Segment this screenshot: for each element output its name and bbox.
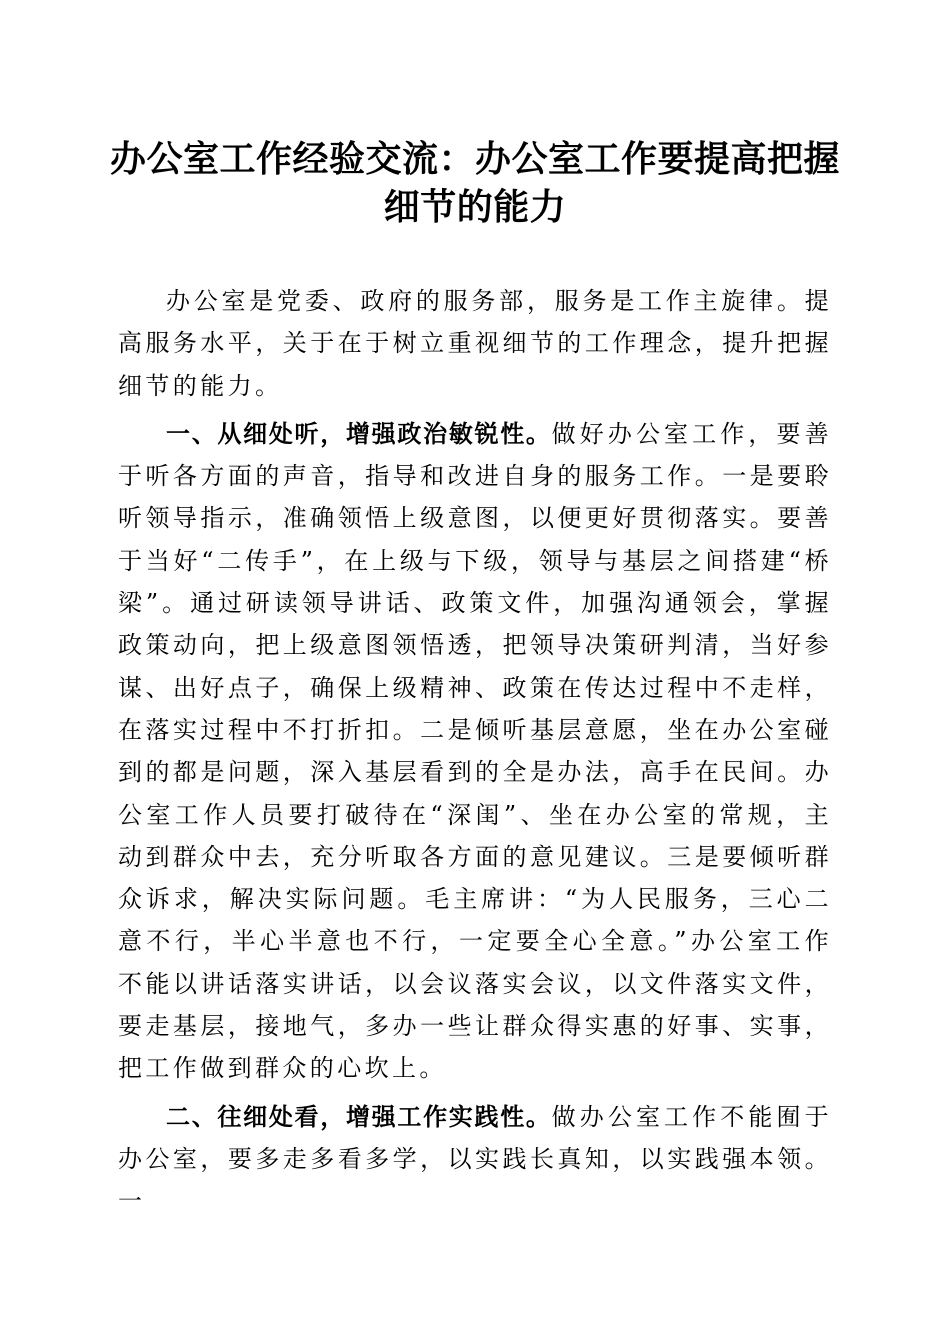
section-heading: 一、从细处听，增强政治敏锐性。 [166, 419, 552, 448]
document-body [118, 280, 832, 1223]
section-paragraph [118, 1096, 832, 1223]
section-paragraph [118, 413, 832, 1090]
section-text: 做办公室工作不能囿于办公室，要多走多看多学，以实践长真知，以实践强本领。一 [118, 1102, 832, 1216]
section-text: 做好办公室工作，要善于听各方面的声音，指导和改进自身的服务工作。一是要聆听领导指示，准确领悟上级意图，以便更好贯彻落实。要善于当好“二传手”，在上级与下级，领导与基层之间搭建“桥梁”。通过研读领导讲话、政策文件，加强沟通领会，掌握政策动向，把上级意图领悟透，把领导决策研判清，当好参谋、出好点子，确保上级精神、政策在传达过程中不走样，在落实过程中不打折扣。二是倾听基层意愿，坐在办公室碰到的都是问题，深入基层看到的全是办法，高手在民间。办公室工作人员要打破待在“深闺”、坐在办公室的常规，主动到群众中去，充分听取各方面的意见建议。三是要倾听群众诉求，解决实际问题。毛主席讲：“为人民服务，三心二意不行，半心半意也不行，一定要全心全意。”办公室工作不能以讲话落实讲话，以会议落实会议，以文件落实文件，要走基层，接地气，多办一些让群众得实惠的好事、实事，把工作做到群众的心坎上。 [118, 419, 832, 1083]
document-title: 办公室工作经验交流：办公室工作要提高把握细节的能力 [109, 138, 840, 228]
intro-paragraph: 办公室是党委、政府的服务部，服务是工作主旋律。提高服务水平，关于在于树立重视细节的工作理念，提升把握细节的能力。 [118, 287, 832, 400]
section-heading: 二、往细处看，增强工作实践性。 [166, 1102, 552, 1131]
